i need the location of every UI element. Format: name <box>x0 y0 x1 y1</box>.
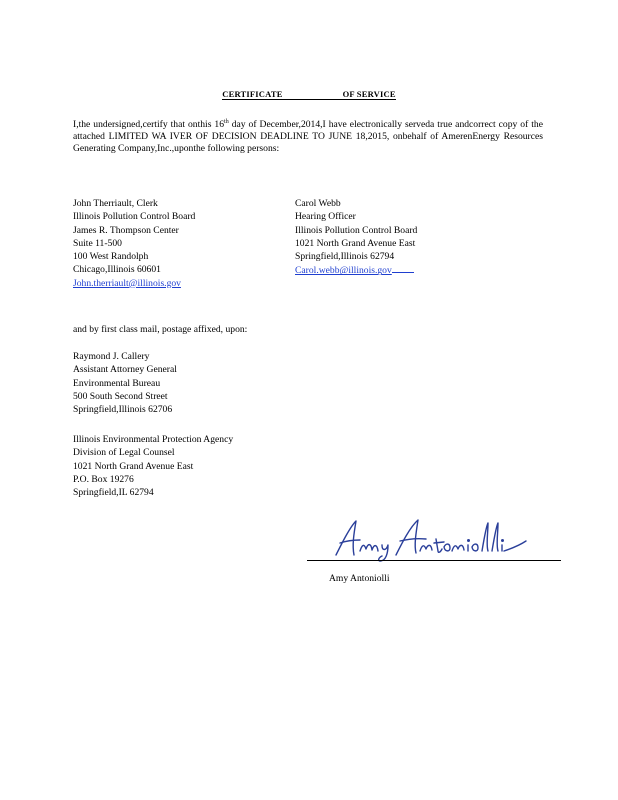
address-line: Division of Legal Counsel <box>73 447 175 459</box>
title-underline-gap <box>283 91 343 100</box>
address-line: Illinois Pollution Control Board <box>73 211 196 223</box>
address-line: 500 South Second Street <box>73 390 168 402</box>
address-line: 100 West Randolph <box>73 251 149 263</box>
signer-name: Amy Antoniolli <box>329 573 390 584</box>
address-line: Raymond J. Callery <box>73 351 150 362</box>
address-line: Illinois Pollution Control Board <box>295 224 418 236</box>
mail-service-line <box>73 323 247 336</box>
address-line: Assistant Attorney General <box>73 364 177 376</box>
address-line: Hearing Officer <box>295 211 356 223</box>
address-line: Suite 11-500 <box>73 237 122 249</box>
clerk-email-link[interactable]: John.therriault@illinois.gov <box>73 277 181 289</box>
signature-line <box>307 560 561 561</box>
intro-text-part1: I,the undersigned,certify that onthis 16 <box>73 119 225 130</box>
handwritten-signature <box>330 515 545 563</box>
intro-ordinal-suffix: th <box>224 119 229 125</box>
recipient-hearing-officer-address <box>295 197 417 277</box>
address-line: 1021 North Grand Avenue East <box>73 460 194 472</box>
mail-recipient-attorney-general <box>73 350 177 416</box>
address-line: James R. Thompson Center <box>73 224 179 236</box>
title-of-service: OF SERVICE <box>342 89 396 99</box>
intro-paragraph <box>73 116 543 155</box>
address-line: 1021 North Grand Avenue East <box>295 237 416 249</box>
address-line: Springfield,IL 62794 <box>73 487 154 499</box>
mail-recipient-iepa <box>73 433 233 499</box>
address-line: John Therriault, Clerk <box>73 198 158 209</box>
address-line: Environmental Bureau <box>73 377 161 389</box>
address-line: Illinois Environmental Protection Agency <box>73 434 234 445</box>
hearing-officer-email-link[interactable]: Carol.webb@illinois.gov <box>295 265 392 277</box>
recipient-clerk-address <box>73 197 195 290</box>
address-line: Chicago,Illinois 60601 <box>73 264 161 276</box>
document-title <box>0 89 618 100</box>
mail-service-text: and by first class mail, postage affixed, upon: <box>73 324 248 335</box>
address-line: P.O. Box 19276 <box>73 473 134 485</box>
title-certificate: CERTIFICATE <box>222 89 283 99</box>
intro-text-part2: day of December,2014,I have electronically serveda true andcorrect copy of the attached LIMITED WA IVER OF DECISION DEADLINE TO JUNE 18,2015, onbehalf of AmerenEnergy Resources Generating Company,Inc.,uponthe following persons: <box>73 119 543 154</box>
address-line: Carol Webb <box>295 198 341 209</box>
address-line: Springfield,Illinois 62706 <box>73 404 173 416</box>
address-line: Springfield,Illinois 62794 <box>295 251 395 263</box>
